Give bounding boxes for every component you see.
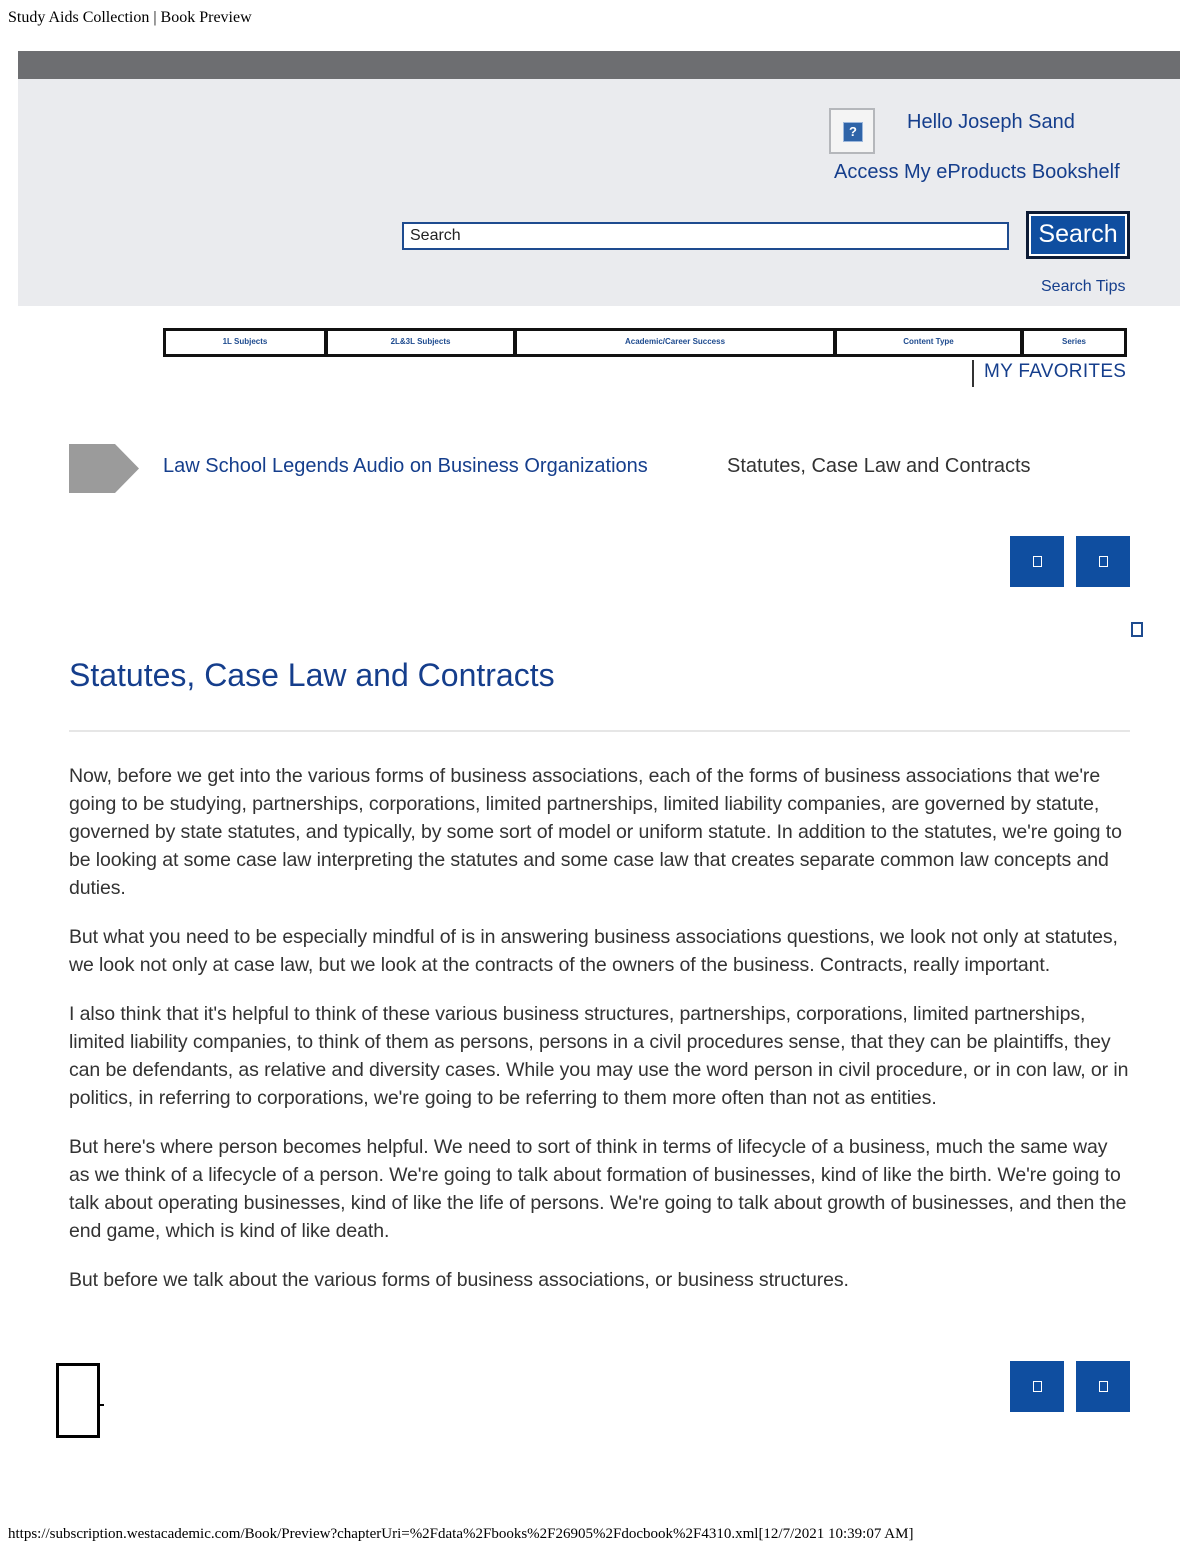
nav-tab-academic-career-success[interactable]: Academic/Career Success — [514, 328, 836, 357]
previous-icon — [1033, 1381, 1042, 1392]
previous-icon — [1033, 556, 1042, 567]
my-favorites-link[interactable]: MY FAVORITES — [984, 361, 1127, 382]
placeholder-tick — [100, 1404, 104, 1406]
next-page-button[interactable] — [1076, 536, 1130, 587]
previous-page-button[interactable] — [1010, 536, 1064, 587]
audio-player-placeholder[interactable] — [56, 1363, 100, 1438]
nav-tab-2l-3l-subjects[interactable]: 2L&3L Subjects — [325, 328, 516, 357]
bookshelf-link[interactable]: Access My eProducts Bookshelf — [834, 161, 1120, 183]
top-bar — [18, 51, 1180, 79]
paragraph: But before we talk about the various forms of business associations, or business structures. — [69, 1269, 849, 1291]
nav-tab-1l-subjects[interactable]: 1L Subjects — [163, 328, 327, 357]
next-icon — [1099, 1381, 1108, 1392]
page-title: Statutes, Case Law and Contracts — [69, 657, 555, 693]
breadcrumb-series-link[interactable]: Law School Legends Audio on Business Organizations — [163, 455, 648, 477]
favorites-divider — [972, 360, 974, 387]
paragraph: But what you need to be especially mindful of is in answering business associations questions, we look not only at statutes, we look not only at case law, but we look at the contracts of the owners of the business. Contracts, really important. — [69, 926, 1118, 976]
user-avatar[interactable] — [829, 108, 875, 154]
breadcrumb-arrow-icon — [69, 444, 139, 493]
nav-tab-content-type[interactable]: Content Type — [834, 328, 1023, 357]
search-tips-link[interactable]: Search Tips — [1041, 278, 1126, 295]
paragraph: But here's where person becomes helpful. We need to sort of think in terms of lifecycle of a business, much the same way as we think of a lifecycle of a person. We're going to talk about formation of businesses, kind of like the birth. We're going to talk about operating businesses, kind of like the life of persons. We're going to talk about growth of businesses, and then the end game, which is kind of like death. — [69, 1136, 1127, 1242]
print-footer-url: https://subscription.westacademic.com/Book/Preview?chapterUri=%2Fdata%2Fbooks%2F26905%2Fdocbook%2F4310.xml[12/7/2021 10:39:07 AM] — [8, 1526, 914, 1542]
breadcrumb-current: Statutes, Case Law and Contracts — [727, 455, 1031, 477]
next-icon — [1099, 556, 1108, 567]
print-header: Study Aids Collection | Book Preview — [8, 9, 252, 26]
nav-tab-series[interactable]: Series — [1021, 328, 1127, 357]
user-greeting[interactable]: Hello Joseph Sand — [907, 111, 1075, 133]
paragraph: Now, before we get into the various forms of business associations, each of the forms of business associations that we're going to be studying, partnerships, corporations, limited partnerships, limited liability companies, are governed by statute, governed by state statutes, and typically, by some sort of model or uniform statute. In addition to the statutes, we're going to be looking at some case law interpreting the statutes and some case law that creates separate common law concepts and duties. — [69, 765, 1122, 899]
article-body — [69, 762, 1132, 1315]
bookmark-icon[interactable] — [1131, 622, 1143, 637]
search-button[interactable]: Search — [1026, 211, 1130, 259]
help-icon: ? — [843, 122, 863, 142]
previous-page-button-bottom[interactable] — [1010, 1361, 1064, 1412]
search-input[interactable] — [402, 222, 1009, 250]
paragraph: I also think that it's helpful to think of these various business structures, partnerships, corporations, limited partnerships, limited liability companies, to think of them as persons, persons in a civil procedures sense, that they can be plaintiffs, they can be defendants, as relative and diversity cases. While you may use the word person in civil procedure, or in con law, or in politics, in referring to corporations, we're going to be referring to them more often than not as entities. — [69, 1003, 1129, 1109]
next-page-button-bottom[interactable] — [1076, 1361, 1130, 1412]
title-divider — [69, 730, 1130, 732]
